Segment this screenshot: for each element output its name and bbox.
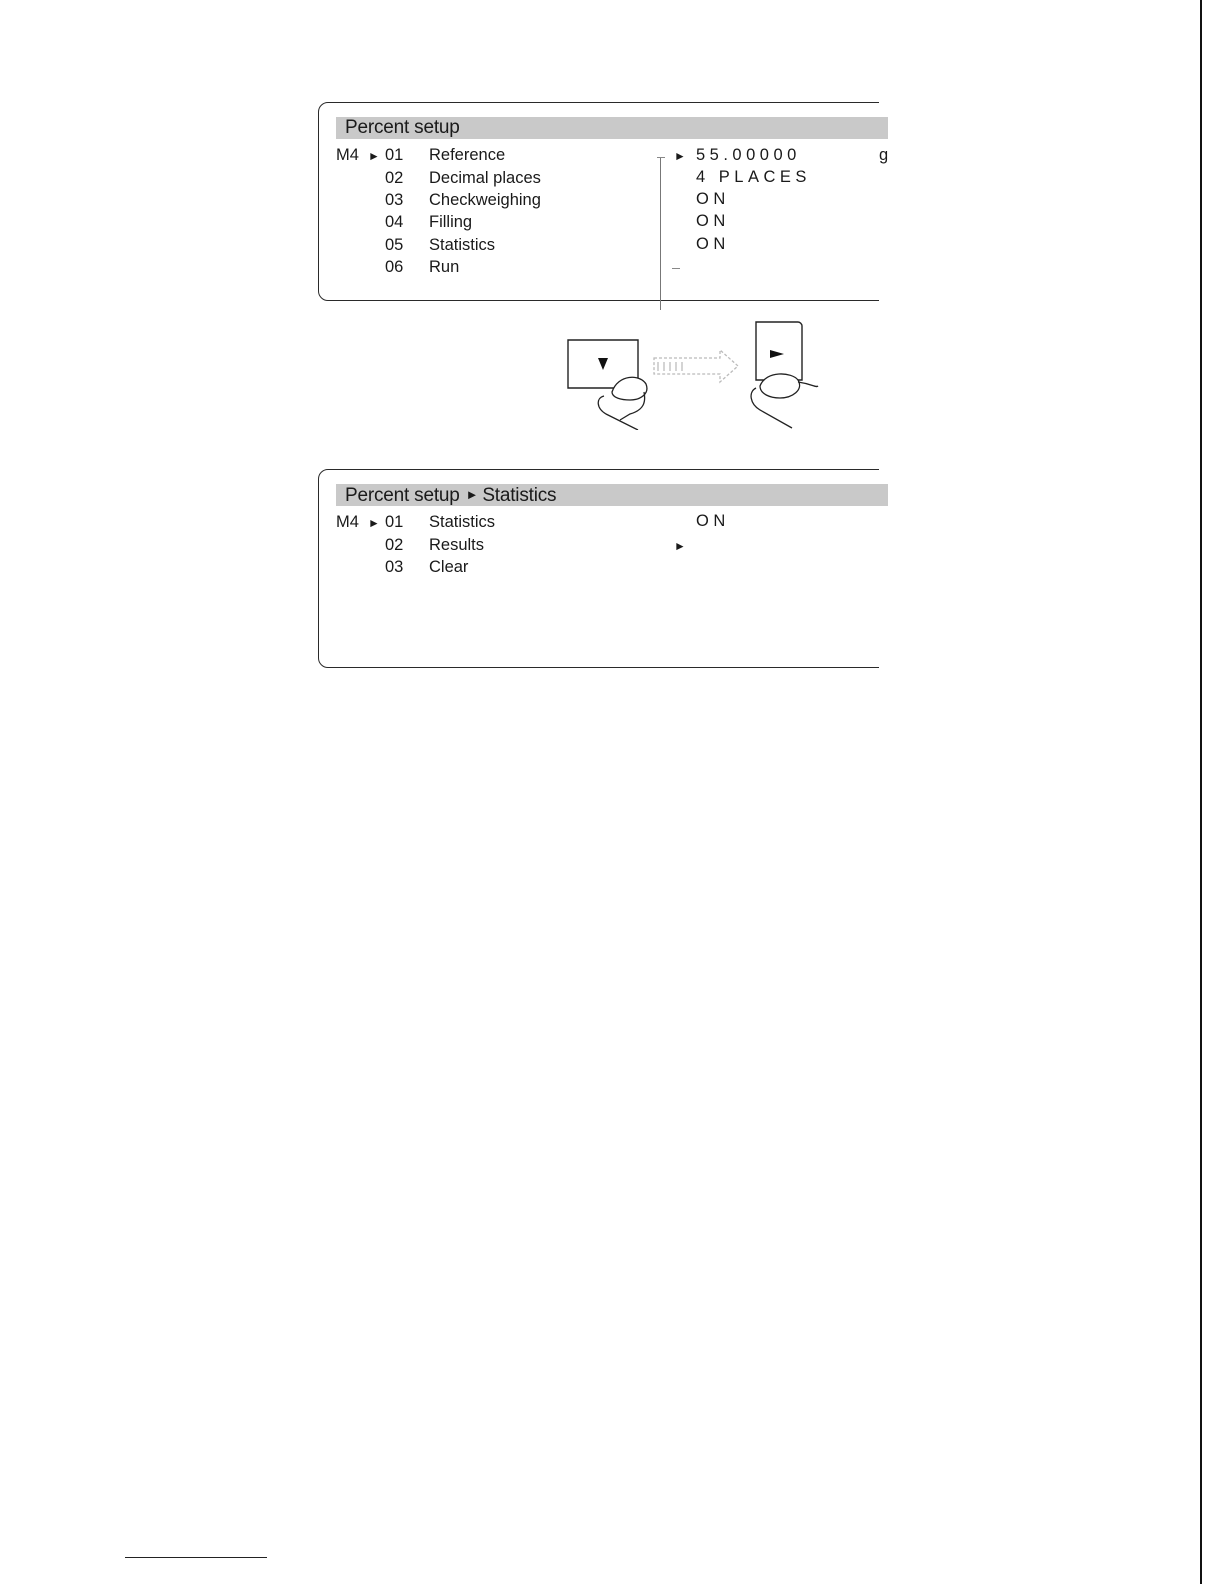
callout-line	[660, 158, 661, 310]
panel-clip-edge	[879, 96, 959, 306]
breadcrumb-separator-icon: ►	[465, 487, 479, 502]
row-pointer-icon: ►	[368, 149, 380, 163]
value-checkweighing: ON	[696, 190, 730, 208]
breadcrumb-current: Statistics	[482, 485, 557, 506]
row-number: 06	[385, 258, 404, 276]
row-number: 03	[385, 191, 404, 209]
menu-item-statistics[interactable]: Statistics	[429, 236, 496, 254]
row-number: 04	[385, 213, 404, 231]
row-number: 05	[385, 236, 404, 254]
row-pointer-icon: ►	[368, 516, 380, 530]
menu-item-results[interactable]: Results	[429, 536, 485, 554]
menu-item-filling[interactable]: Filling	[429, 213, 473, 231]
value-filling: ON	[696, 212, 730, 230]
menu-item-statistics[interactable]: Statistics	[429, 513, 496, 531]
value-decimal-places: 4 PLACES	[696, 168, 811, 186]
value-reference: 55.00000	[696, 146, 801, 164]
value-statistics: ON	[696, 512, 730, 530]
transition-arrow-icon	[654, 350, 738, 382]
value-statistics: ON	[696, 235, 730, 253]
mode-label: M4	[336, 146, 359, 164]
row-number: 02	[385, 536, 404, 554]
callout-tick	[657, 157, 665, 158]
unit-label: g	[879, 146, 889, 164]
submenu-pointer-icon: ►	[674, 539, 686, 553]
menu-item-reference[interactable]: Reference	[429, 146, 506, 164]
callout-tick	[672, 268, 680, 269]
row-number: 01	[385, 513, 404, 531]
row-number: 02	[385, 169, 404, 187]
mode-label: M4	[336, 513, 359, 531]
breadcrumb-parent: Percent setup	[345, 485, 460, 506]
key-press-illustration	[560, 318, 830, 430]
page-margin-rule	[1200, 0, 1202, 1584]
row-number: 03	[385, 558, 404, 576]
value-pointer-icon: ►	[674, 149, 686, 163]
menu-item-decimal-places[interactable]: Decimal places	[429, 169, 541, 187]
panel-clip-edge	[879, 463, 959, 673]
panel-title	[345, 485, 556, 508]
menu-item-checkweighing[interactable]: Checkweighing	[429, 191, 541, 209]
menu-item-run[interactable]: Run	[429, 258, 460, 276]
menu-item-clear[interactable]: Clear	[429, 558, 469, 576]
footnote-rule	[125, 1557, 267, 1558]
row-number: 01	[385, 146, 404, 164]
panel-title: Percent setup	[345, 117, 460, 138]
right-arrow-key-icon	[756, 322, 802, 380]
